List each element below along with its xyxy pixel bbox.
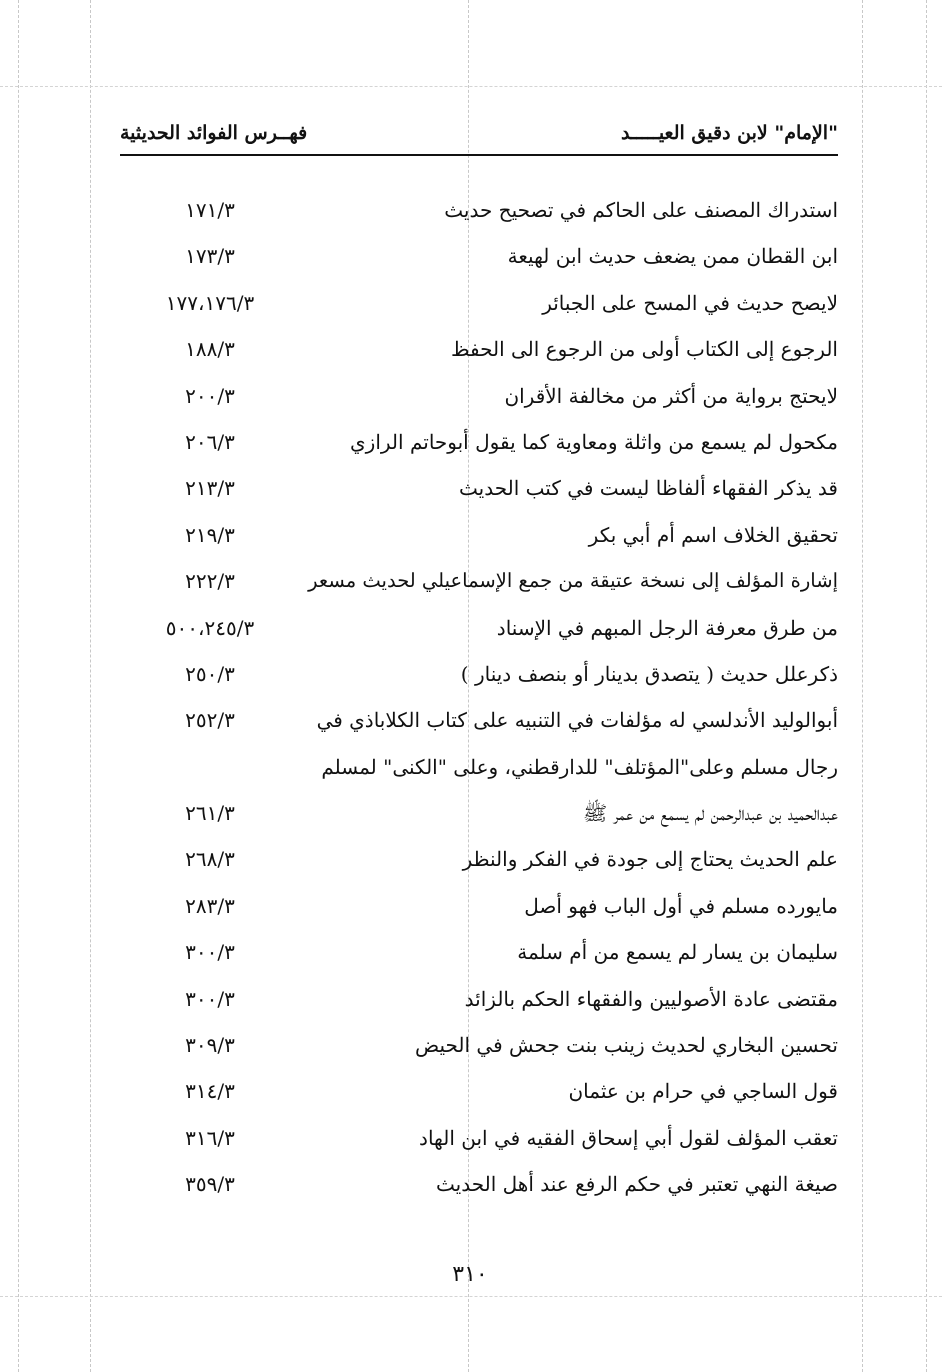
- entry-text: مقتضى عادة الأصوليين والفقهاء الحكم بالزائد: [464, 986, 838, 1011]
- index-entry: [140, 749, 838, 795]
- index-entry: [140, 934, 838, 980]
- index-entry: [140, 610, 838, 656]
- entry-text: لايحتج برواية من أكثر من مخالفة الأقران: [504, 383, 838, 408]
- entry-reference: ١٨٨/٣: [185, 337, 235, 362]
- entry-text: أبوالوليد الأندلسي له مؤلفات في التنبيه على كتاب الكلاباذي في: [316, 708, 838, 733]
- index-entry: [140, 841, 838, 887]
- entry-text: من طرق معرفة الرجل المبهم في الإسناد: [496, 615, 838, 640]
- entry-reference: ٢٥٢/٣: [185, 708, 235, 733]
- entry-text: رجال مسلم وعلى"المؤتلف" للدارقطني، وعلى "الكنى" لمسلم: [321, 754, 838, 779]
- index-entry: [140, 238, 838, 284]
- entry-text: الرجوع إلى الكتاب أولى من الرجوع الى الحفظ: [450, 337, 838, 362]
- entry-reference: ٣٠٩/٣: [185, 1033, 235, 1058]
- index-entry: [140, 1073, 838, 1119]
- entry-reference: ٣٠٠/٣: [185, 940, 235, 965]
- entry-text: سليمان بن يسار لم يسمع من أم سلمة: [517, 940, 838, 965]
- entry-reference: ٢٠٠/٣: [185, 383, 235, 408]
- index-entry: [140, 702, 838, 748]
- index-entry: [140, 517, 838, 563]
- entry-text: قول الساجي في حرام بن عثمان: [568, 1079, 838, 1104]
- index-entry: [140, 470, 838, 516]
- section-title: فهــرس الفوائد الحديثية: [120, 122, 308, 144]
- entry-text: ذكرعلل حديث ( يتصدق بدينار أو بنصف دينار ): [460, 661, 838, 686]
- entry-text: عبدالحميد بن عبدالرحمن لم يسمع من عمر ﷺ: [583, 801, 838, 826]
- index-entry: [140, 795, 838, 841]
- entry-text: ابن القطان ممن يضعف حديث ابن لهيعة: [507, 244, 838, 269]
- scan-guide-line: [926, 0, 927, 1372]
- entry-text: علم الحديث يحتاج إلى جودة في الفكر والنظر: [462, 847, 838, 872]
- page-header: [120, 118, 838, 158]
- entry-reference: ٣١٤/٣: [185, 1079, 235, 1104]
- entry-reference: ٢٨٣/٣: [185, 893, 235, 918]
- index-entry: [140, 1166, 838, 1212]
- book-title: "الإمام" لابن دقيق العيـــــد: [621, 122, 838, 144]
- index-entry: [140, 192, 838, 238]
- index-entry: [140, 1027, 838, 1073]
- index-entry: [140, 563, 838, 609]
- entry-text: تحسين البخاري لحديث زينب بنت جحش في الحيض: [414, 1033, 838, 1058]
- entry-text: إشارة المؤلف إلى نسخة عتيقة من جمع الإسماعيلي لحديث مسعر: [308, 569, 838, 593]
- index-entry: [140, 331, 838, 377]
- entry-reference: ٢١٩/٣: [185, 522, 235, 547]
- index-entry: [140, 1120, 838, 1166]
- scan-guide-line: [90, 0, 91, 1372]
- entry-text: تعقب المؤلف لقول أبي إسحاق الفقيه في ابن الهاد: [419, 1125, 838, 1150]
- scan-guide-line: [862, 0, 863, 1372]
- index-entry: [140, 981, 838, 1027]
- page-number: ٣١٠: [452, 1262, 488, 1287]
- entry-reference: ٢٢٢/٣: [185, 569, 235, 594]
- entry-reference: ٢١٣/٣: [185, 476, 235, 501]
- header-rule: [120, 154, 838, 156]
- index-entry: [140, 888, 838, 934]
- entry-text: مايورده مسلم في أول الباب فهو أصل: [524, 893, 838, 918]
- entry-text: لايصح حديث في المسح على الجبائر: [542, 290, 838, 315]
- entry-reference: ٣٥٩/٣: [185, 1172, 235, 1197]
- entry-reference: ٢٦٨/٣: [185, 847, 235, 872]
- entry-reference: ٣١٦/٣: [185, 1125, 235, 1150]
- entry-reference: ٣٠٠/٣: [185, 986, 235, 1011]
- index-entry: [140, 378, 838, 424]
- entry-reference: ٢٥٠/٣: [185, 661, 235, 686]
- entry-text: صيغة النهي تعتبر في حكم الرفع عند أهل الحديث: [436, 1172, 838, 1197]
- entry-text: استدراك المصنف على الحاكم في تصحيح حديث: [444, 198, 838, 222]
- entry-text: مكحول لم يسمع من واثلة ومعاوية كما يقول أبوحاتم الرازي: [350, 429, 838, 454]
- scan-guide-line: [18, 0, 19, 1372]
- entry-reference: ٥٠٠،٢٤٥/٣: [165, 615, 255, 640]
- entry-reference: ١٧٧،١٧٦/٣: [165, 290, 255, 315]
- scan-guide-line: [0, 86, 942, 87]
- index-entry: [140, 424, 838, 470]
- entry-text: تحقيق الخلاف اسم أم أبي بكر: [588, 522, 838, 547]
- index-list: [140, 192, 838, 1213]
- entry-reference: ٢٦١/٣: [185, 801, 235, 826]
- index-entry: [140, 656, 838, 702]
- entry-reference: ١٧١/٣: [185, 198, 235, 222]
- index-entry: [140, 285, 838, 331]
- entry-reference: ٢٠٦/٣: [185, 429, 235, 454]
- scan-guide-line: [0, 1296, 942, 1297]
- entry-reference: ١٧٣/٣: [185, 244, 235, 269]
- entry-text: قد يذكر الفقهاء ألفاظا ليست في كتب الحديث: [459, 476, 838, 501]
